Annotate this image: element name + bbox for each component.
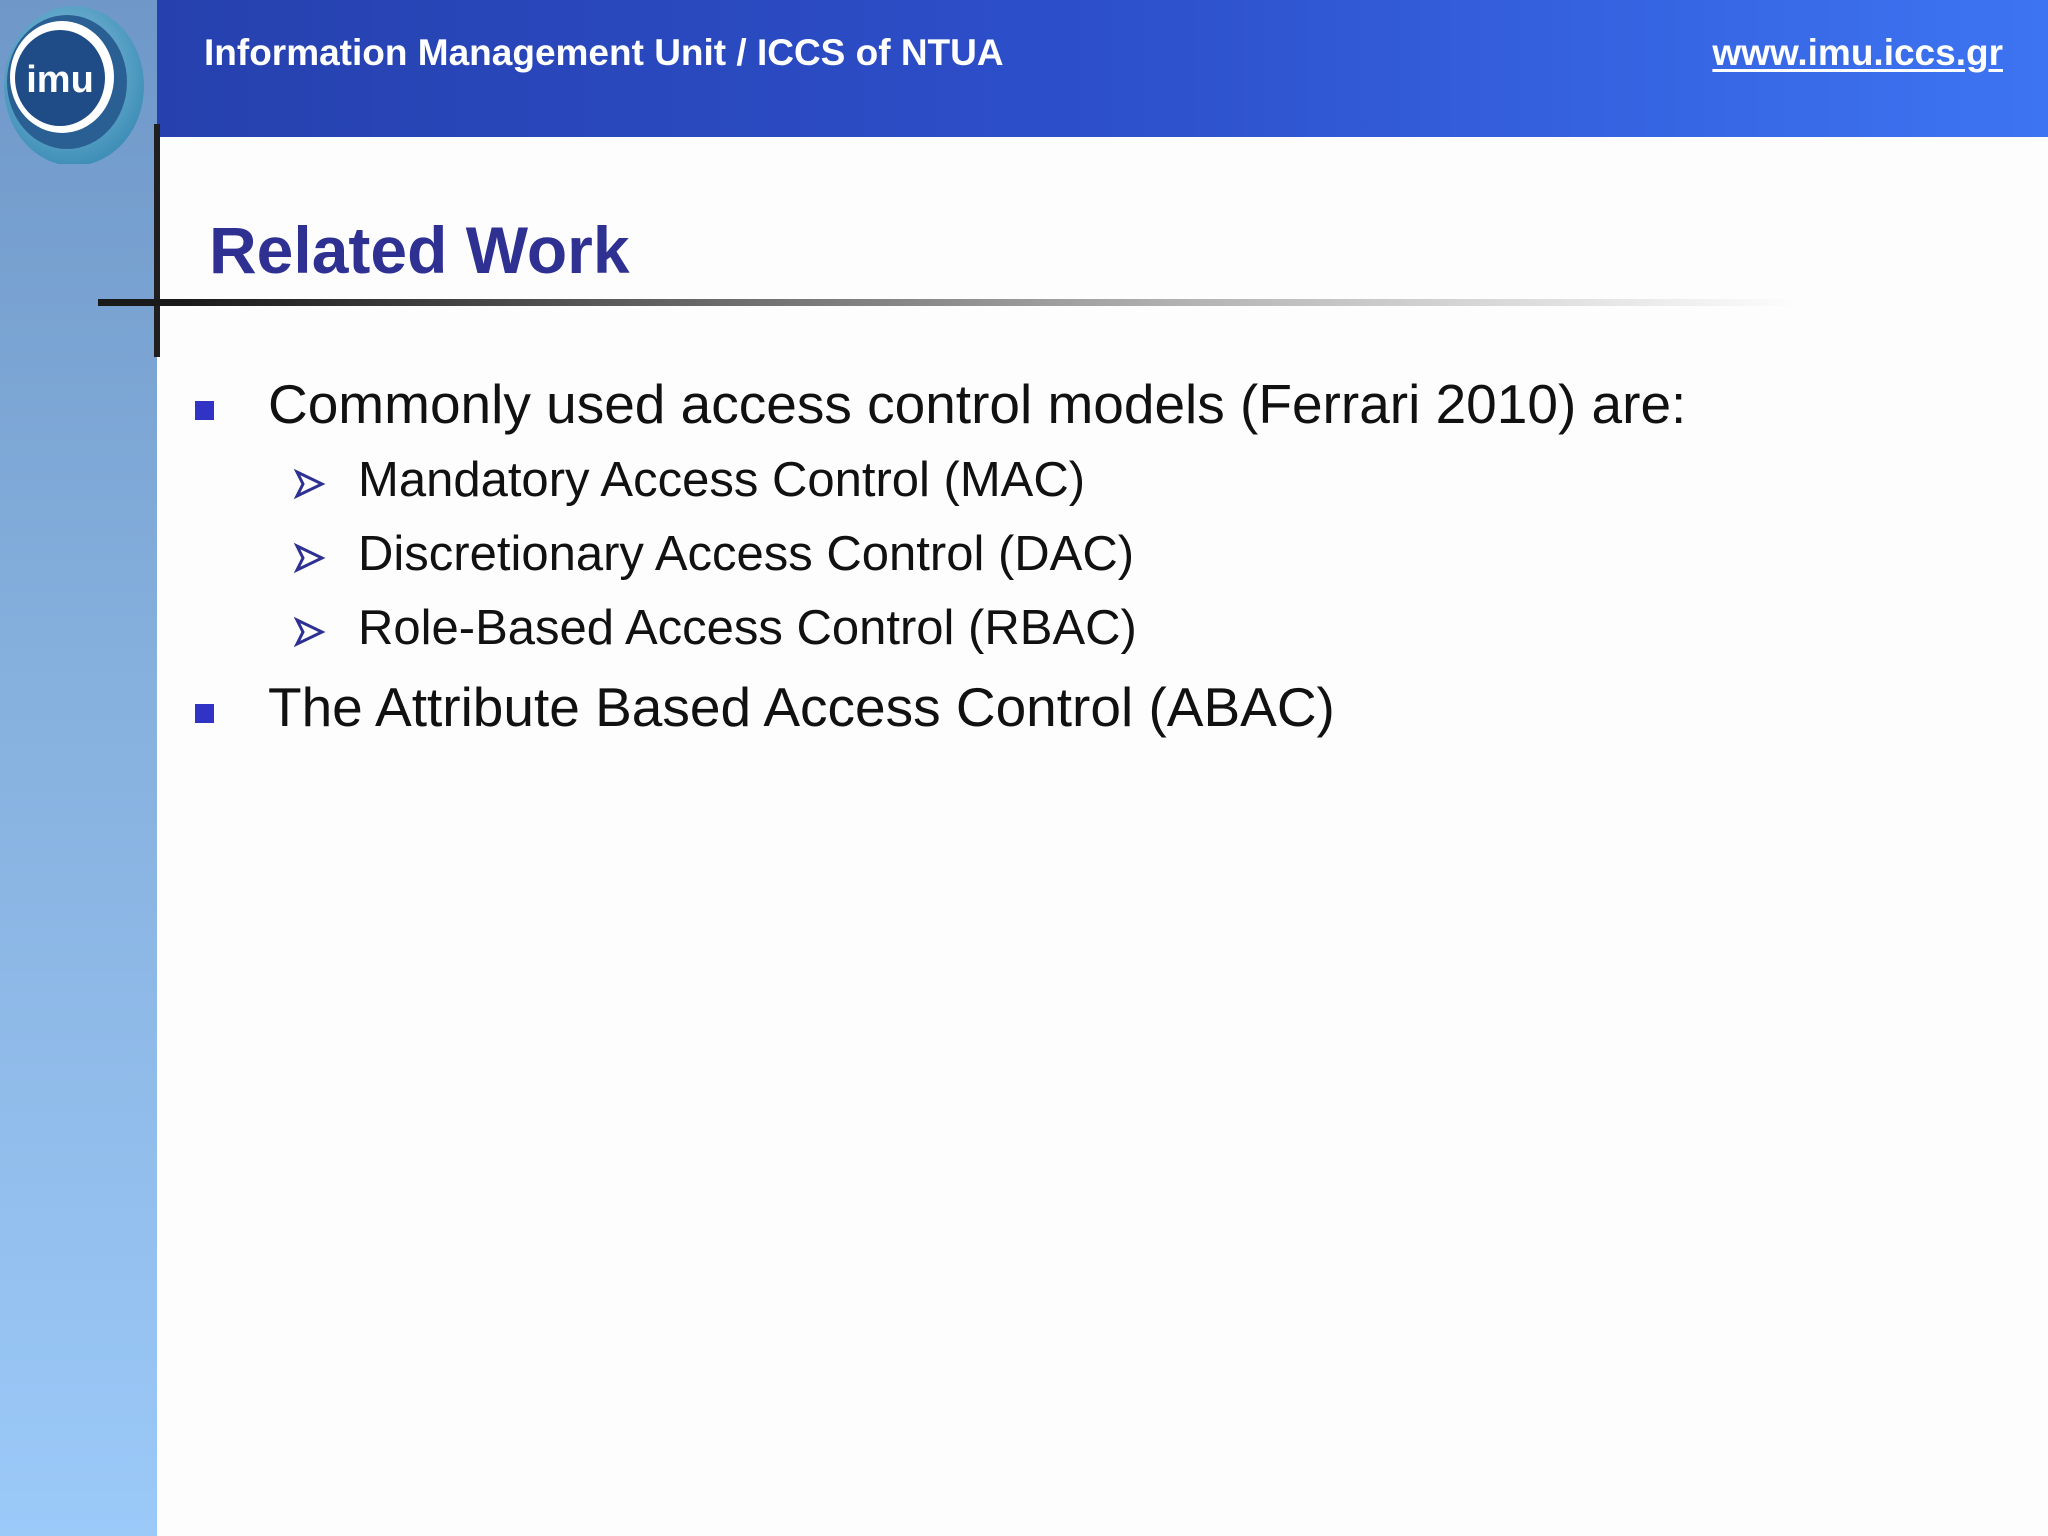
bullet-item-2: The Attribute Based Access Control (ABAC) [268,676,1335,738]
square-bullet-icon [195,704,214,723]
slide-title: Related Work [209,213,630,287]
arrowhead-bullet-icon [292,615,326,649]
sub-item-rbac: Role-Based Access Control (RBAC) [358,601,1137,655]
bullet-item-1: Commonly used access control models (Ferrari 2010) are: [268,373,1687,435]
arrowhead-bullet-icon [292,467,326,501]
logo-text: imu [26,59,94,101]
imu-logo-icon [4,4,144,164]
arrowhead-bullet-icon [292,541,326,575]
sub-item-dac: Discretionary Access Control (DAC) [358,527,1135,581]
header-title: Information Management Unit / ICCS of NTUA [204,32,1004,73]
title-vertical-divider [154,124,160,357]
title-horizontal-divider [98,299,1798,306]
website-link[interactable]: www.imu.iccs.gr [1712,32,2003,73]
left-sidebar-gradient [0,0,157,1536]
sub-item-mac: Mandatory Access Control (MAC) [358,453,1086,507]
square-bullet-icon [195,401,214,420]
